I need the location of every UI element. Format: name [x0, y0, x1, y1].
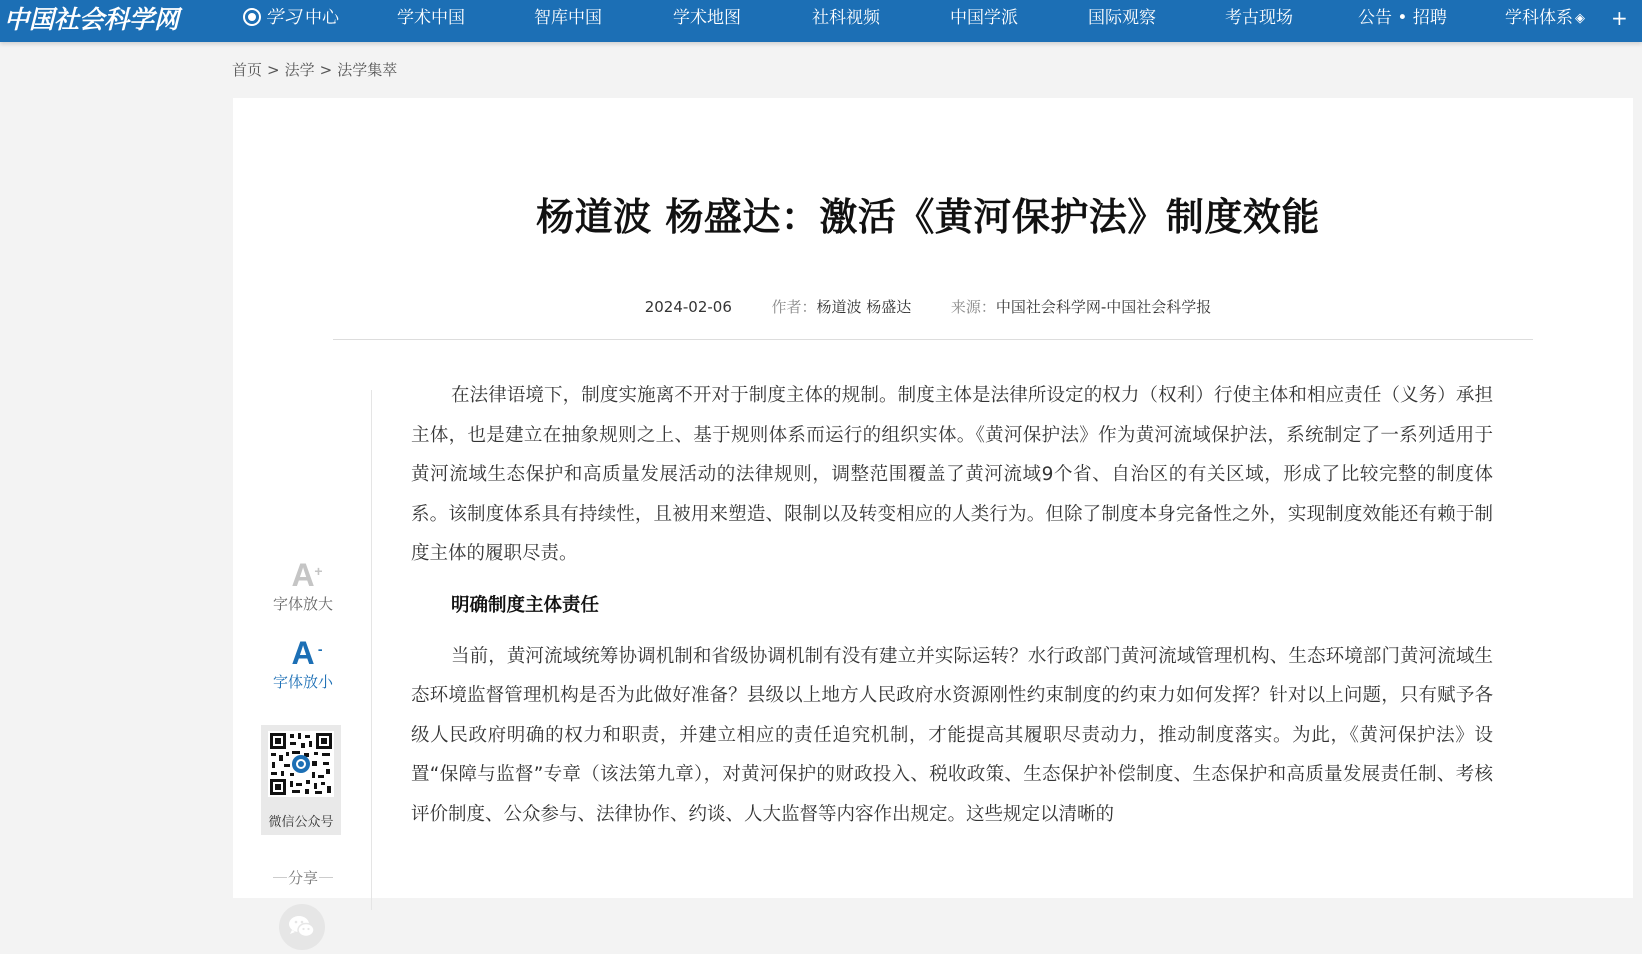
breadcrumb-law-collection[interactable]: 法学集萃: [337, 61, 398, 79]
share-label: 分享: [261, 867, 345, 888]
nav-item-xueshu-zhongguo[interactable]: 学术中国: [397, 8, 465, 28]
article-date: 2024-02-06: [644, 298, 732, 316]
font-enlarge-icon: A +: [291, 557, 323, 593]
wechat-share-button[interactable]: [279, 904, 325, 950]
toolbar-divider: [371, 390, 372, 910]
diamond-icon: ◈: [1575, 11, 1585, 26]
font-enlarge-label: 字体放大: [272, 595, 333, 613]
breadcrumb: [232, 59, 397, 80]
font-shrink-label: 字体放小: [272, 673, 333, 691]
nav-item-xueke-tixi[interactable]: [1505, 0, 1585, 42]
source-label: 来源：: [950, 298, 996, 316]
article-card: [233, 98, 1633, 898]
nav-study-center[interactable]: [243, 0, 339, 42]
meta-divider: [333, 339, 1533, 340]
nav-item-xueshu-ditu[interactable]: 学术地图: [673, 8, 741, 28]
font-shrink-button[interactable]: [261, 636, 345, 692]
site-logo[interactable]: 中国社会科学网: [4, 5, 180, 34]
article-source: 中国社会科学网-中国社会科学报: [995, 298, 1212, 316]
author-label: 作者：: [771, 298, 817, 316]
nav-item-gonggao-zhaopin[interactable]: 公告 • 招聘: [1358, 8, 1447, 28]
nav-more-plus-icon[interactable]: +: [1611, 6, 1628, 30]
nav-item-zhongguo-xuepai[interactable]: 中国学派: [950, 8, 1018, 28]
font-shrink-icon: A -: [291, 635, 323, 671]
wechat-icon: [279, 904, 325, 950]
nav-item-zhiku-zhongguo[interactable]: 智库中国: [534, 8, 602, 28]
article-meta: [233, 296, 1623, 317]
top-navigation-bar: [0, 0, 1642, 42]
breadcrumb-separator: >: [319, 61, 333, 79]
nav-item-guoji-guancha[interactable]: 国际观察: [1088, 8, 1156, 28]
qr-code: [268, 731, 334, 797]
nav-item-sheke-shipin[interactable]: 社科视频: [812, 8, 880, 28]
article-paragraph-1: 在法律语境下，制度实施离不开对于制度主体的规制。制度主体是法律所设定的权力（权利）行使主体和相应责任（义务）承担主体，也是建立在抽象规则之上、基于规则体系而运行的组织实体。《黄河保护法》作为黄河流域保护法，系统制定了一系列适用于黄河流域生态保护和高质量发展活动的法律规则，调整范围覆盖了黄河流域9个省、自治区的有关区域，形成了比较完整的制度体系。该制度体系具有持续性，且被用来塑造、限制以及转变相应的人类行为。但除了制度本身完备性之外，实现制度效能还有赖于制度主体的履职尽责。: [411, 385, 1493, 564]
article-title: 杨道波 杨盛达：激活《黄河保护法》制度效能: [536, 195, 1320, 239]
breadcrumb-law[interactable]: 法学: [284, 61, 315, 79]
breadcrumb-separator: >: [267, 61, 280, 79]
wechat-qr-box: [261, 725, 341, 835]
study-script-text: 学习: [265, 7, 301, 28]
article-subheading: 明确制度主体责任: [451, 594, 600, 616]
article-author: 杨道波 杨盛达: [816, 298, 912, 316]
nav-item-kaogu-xianchang[interactable]: 考古现场: [1225, 8, 1293, 28]
qr-label: 微信公众号: [268, 815, 334, 830]
breadcrumb-home[interactable]: 首页: [232, 61, 263, 79]
study-center-icon: [243, 8, 261, 26]
article-body: [411, 376, 1493, 834]
article-paragraph-2: 当前，黄河流域统筹协调机制和省级协调机制有没有建立并实际运转？水行政部门黄河流域管理机构、生态环境部门黄河流域生态环境监督管理机构是否为此做好准备？县级以上地方人民政府水资源刚性约束制度的约束力如何发挥？针对以上问题，只有赋予各级人民政府明确的权力和职责，并建立相应的责任追究机制，才能提高其履职尽责动力，推动制度落实。为此，《黄河保护法》设置“保障与监督”专章（该法第九章），对黄河保护的财政投入、税收政策、生态保护补偿制度、生态保护和高质量发展责任制、考核评价制度、公众参与、法律协作、约谈、人大监督等内容作出规定。这些规定以清晰的: [411, 645, 1493, 825]
study-center-label: 中心: [305, 8, 339, 28]
font-enlarge-button[interactable]: [261, 558, 345, 614]
nav-item-xueke-tixi-label: 学科体系: [1505, 8, 1573, 28]
